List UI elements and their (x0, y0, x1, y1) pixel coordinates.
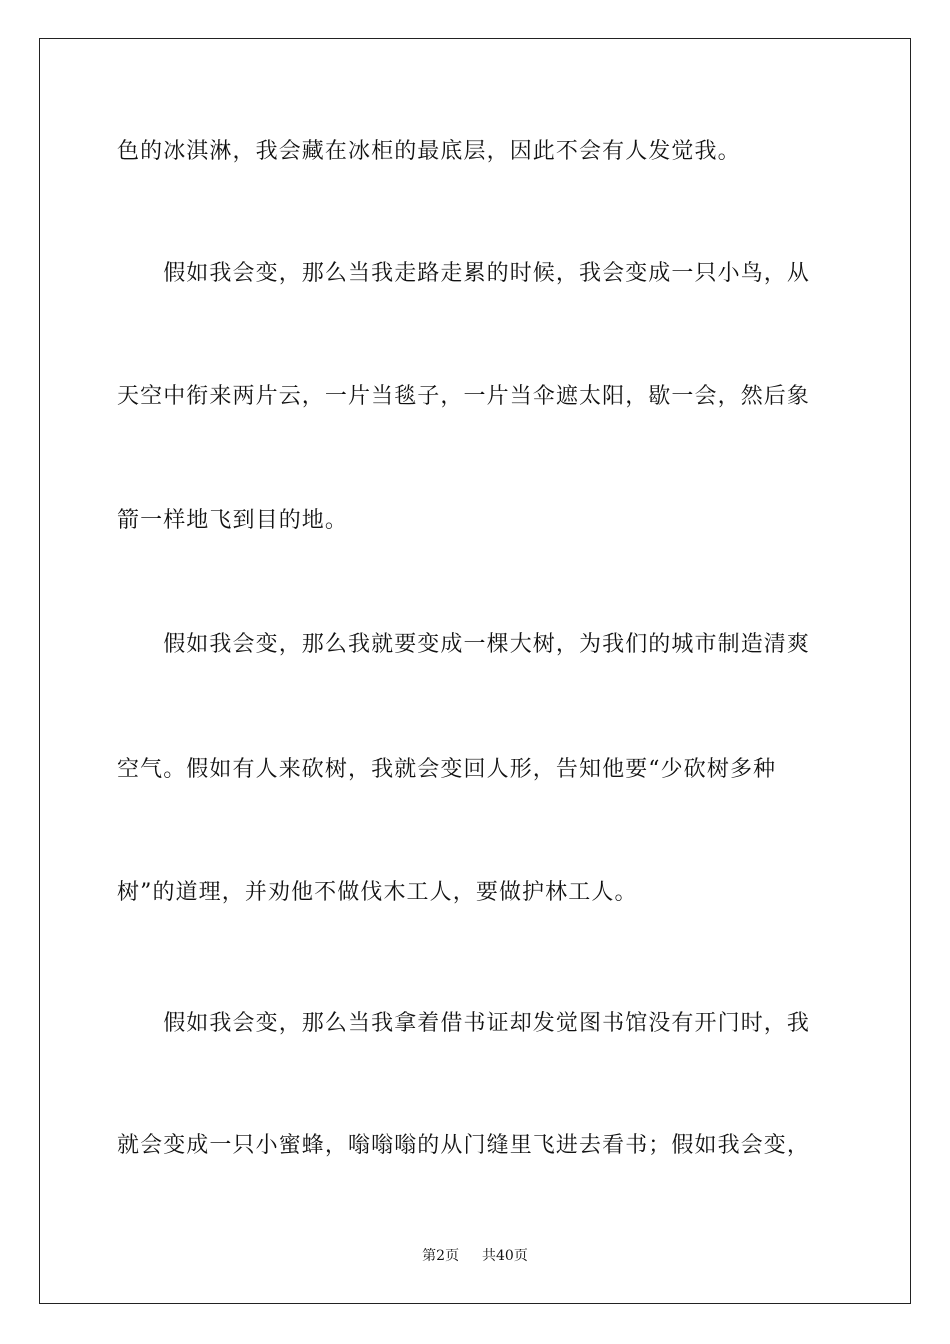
text-line-9: 就会变成一只小蜜蜂，嗡嗡嗡的从门缝里飞进去看书；假如我会变， (117, 1133, 811, 1158)
text-line-3: 天空中衔来两片云，一片当毯子，一片当伞遮太阳，歇一会，然后象 (117, 384, 811, 409)
text-line-6: 空气。假如有人来砍树，我就会变回人形，告知他要“少砍树多种 (117, 757, 777, 782)
text-line-1: 色的冰淇淋，我会藏在冰柜的最底层，因此不会有人发觉我。 (117, 139, 741, 164)
page-footer (0, 1246, 950, 1266)
page-border (39, 38, 911, 1304)
text-line-5: 假如我会变，那么我就要变成一棵大树，为我们的城市制造清爽 (117, 632, 811, 657)
text-line-2: 假如我会变，那么当我走路走累的时候，我会变成一只小鸟，从 (117, 261, 811, 286)
page-number: 第2页 (422, 1248, 460, 1264)
text-line-4: 箭一样地飞到目的地。 (117, 508, 349, 533)
page-total: 共40页 (482, 1248, 528, 1264)
text-line-8: 假如我会变，那么当我拿着借书证却发觉图书馆没有开门时，我 (117, 1011, 811, 1036)
text-line-7: 树”的道理，并劝他不做伐木工人，要做护林工人。 (117, 880, 638, 905)
